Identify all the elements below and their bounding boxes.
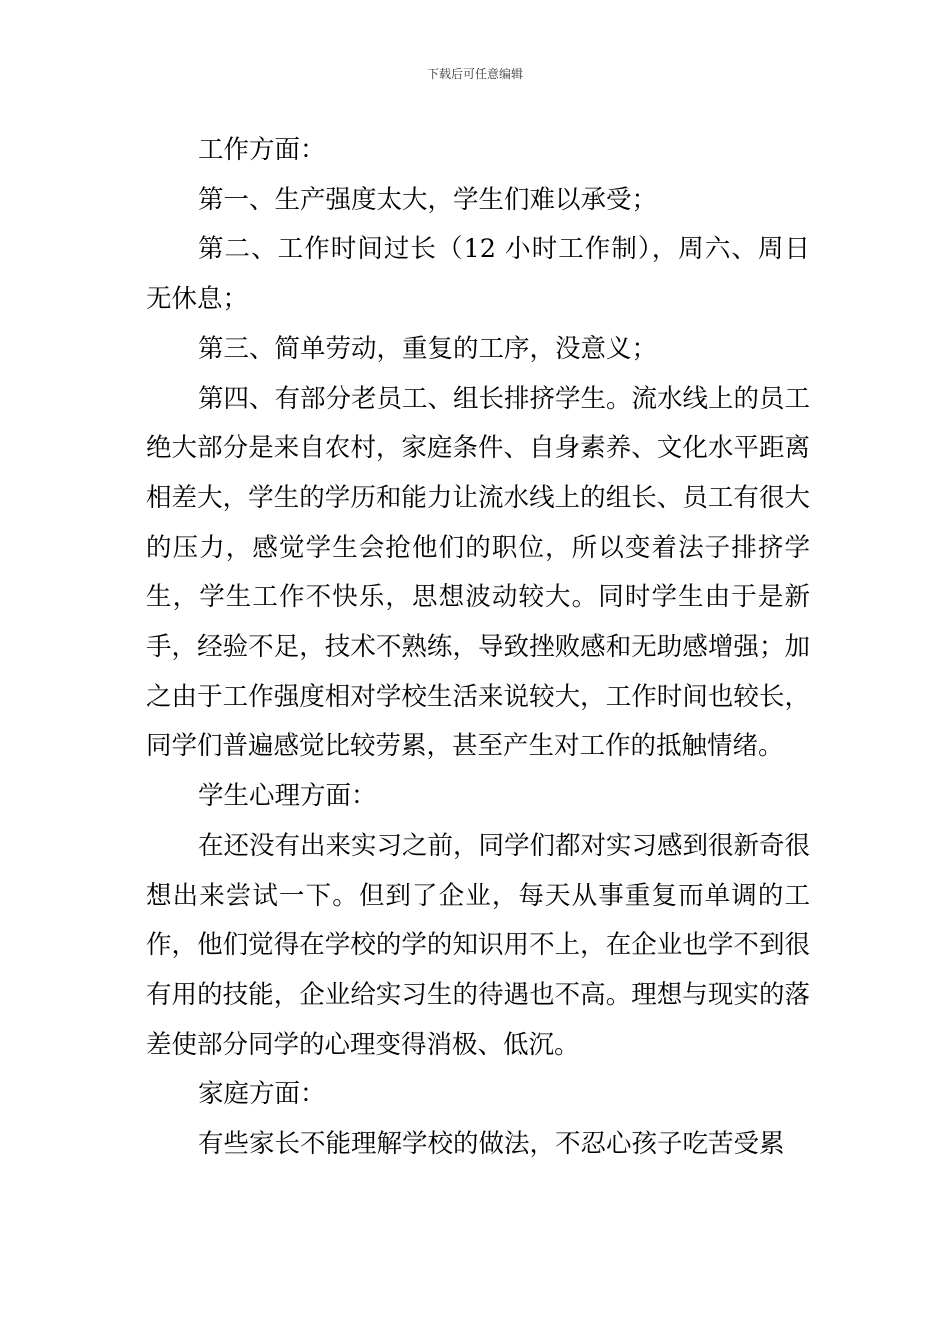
paragraph-psychology: 在还没有出来实习之前，同学们都对实习感到很新奇很想出来尝试一下。但到了企业，每天从事重复而单调的工作，他们觉得在学校的学的知识用不上，在企业也学不到很有用的技能，企业给实习生的待遇也不高。理想与现实的落差使部分同学的心理变得消极、低沉。: [146, 830, 811, 1060]
paragraph-family: 有些家长不能理解学校的做法，不忍心孩子吃苦受累: [198, 1129, 785, 1160]
paragraph-point-1: 第一、生产强度太大，学生们难以承受；: [198, 184, 658, 215]
header-note: 下载后可任意编辑: [426, 67, 523, 81]
section-heading-family: 家庭方面：: [198, 1079, 326, 1110]
paragraph-point-4: 第四、有部分老员工、组长排挤学生。流水线上的员工绝大部分是来自农村，家庭条件、自身素养、文化水平距离相差大，学生的学历和能力让流水线上的组长、员工有很大的压力，感觉学生会抢他们的职位，所以变着法子排挤学生，学生工作不快乐，思想波动较大。同时学生由于是新手，经验不足，技术不熟练，导致挫败感和无助感增强；加之由于工作强度相对学校生活来说较大，工作时间也较长，同学们普遍感觉比较劳累，甚至产生对工作的抵触情绪。: [146, 383, 811, 762]
section-heading-work: 工作方面：: [198, 135, 326, 165]
paragraph-point-3: 第三、简单劳动，重复的工序，没意义；: [198, 333, 658, 364]
document-body: [146, 126, 810, 1170]
paragraph-point-2: 第二、工作时间过长（12 小时工作制），周六、周日无休息；: [146, 234, 810, 315]
section-heading-psychology: 学生心理方面：: [198, 781, 377, 812]
